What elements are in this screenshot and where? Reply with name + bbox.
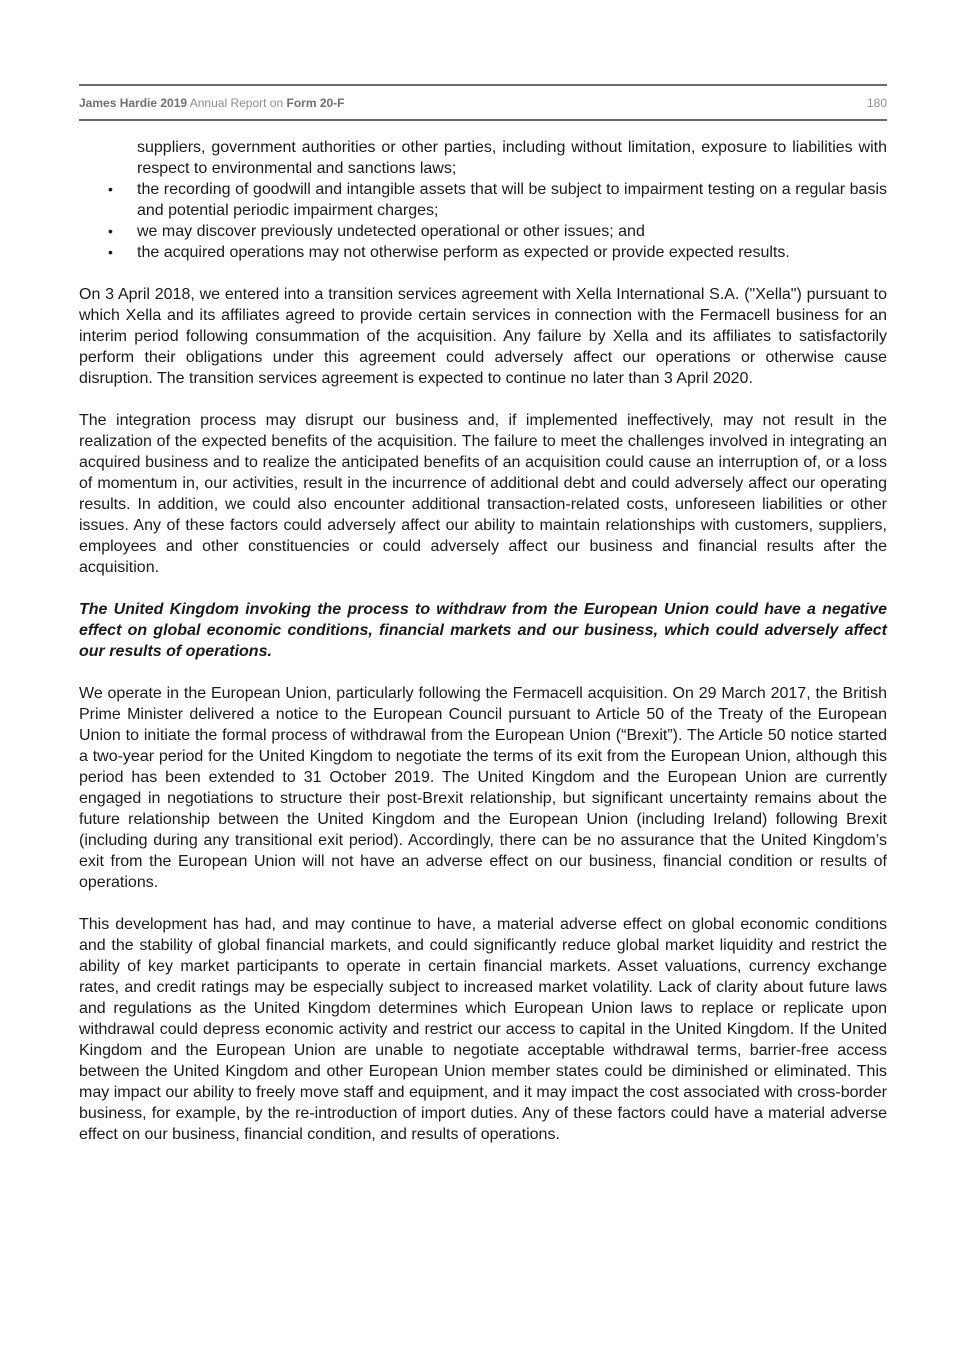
document-body <box>79 137 887 1145</box>
report-title-middle: Annual Report on <box>189 95 284 110</box>
risk-factor-list <box>79 137 887 263</box>
list-item-text: suppliers, government authorities or other parties, including without limitation, exposure to liabilities with respect to environmental and sanctions laws; <box>137 139 887 177</box>
list-item <box>79 179 887 221</box>
list-item <box>79 221 887 242</box>
report-title-company: James Hardie 2019 <box>79 95 188 110</box>
paragraph-integration-process: The integration process may disrupt our business and, if implemented ineffectively, may not result in the realization of the expected benefits of the acquisition. The failure to meet the challenges involved in integrating an acquired business and to realize the anticipated benefits of an acquisition could cause an interruption of, or a loss of momentum in, our activities, result in the incurrence of additional debt and could adversely affect our operating results. In addition, we could also encounter additional transaction-related costs, unforeseen liabilities or other issues. Any of these factors could adversely affect our ability to maintain relationships with customers, suppliers, employees and other constituencies or could adversely affect our business and financial results after the acquisition. <box>79 412 887 576</box>
report-title <box>79 96 345 110</box>
bullet-icon: • <box>108 181 113 197</box>
paragraph-brexit-impact: This development has had, and may continue to have, a material adverse effect on global economic conditions and the stability of global financial markets, and could significantly reduce global market liquidity and restrict the ability of key market participants to operate in certain financial markets. Asset valuations, currency exchange rates, and credit ratings may be especially subject to increased market volatility. Lack of clarity about future laws and regulations as the United Kingdom determines which European Union laws to replace or replicate upon withdrawal could depress economic activity and restrict our access to capital in the United Kingdom. If the United Kingdom and the European Union are unable to negotiate acceptable withdrawal terms, barrier-free access between the United Kingdom and other European Union member states could be diminished or eliminated. This may impact our ability to freely move staff and equipment, and it may impact the cost associated with cross-border business, for example, by the re-introduction of import duties. Any of these factors could have a material adverse effect on our business, financial condition, and results of operations. <box>79 916 887 1143</box>
page-header <box>79 84 887 121</box>
list-item-continuation <box>79 137 887 179</box>
section-heading-brexit-risk: The United Kingdom invoking the process to withdraw from the European Union could have a negative effect on global economic conditions, financial markets and our business, which could adversely affect our results of operations. <box>79 601 887 660</box>
bullet-icon: • <box>108 223 113 239</box>
report-title-form: Form 20-F <box>286 95 345 110</box>
list-item-text: we may discover previously undetected operational or other issues; and <box>137 223 645 240</box>
bullet-icon: • <box>108 244 113 260</box>
list-item-text: the recording of goodwill and intangible assets that will be subject to impairment testing on a regular basis and potential periodic impairment charges; <box>137 181 887 219</box>
page-number: 180 <box>866 95 887 110</box>
list-item-text: the acquired operations may not otherwise perform as expected or provide expected results. <box>137 244 790 261</box>
list-item <box>79 242 887 263</box>
header-row <box>79 86 887 119</box>
paragraph-eu-operations: We operate in the European Union, particularly following the Fermacell acquisition. On 29 March 2017, the British Prime Minister delivered a notice to the European Council pursuant to Article 50 of the Treaty of the European Union to initiate the formal process of withdrawal from the European Union (“Brexit”). The Article 50 notice started a two-year period for the United Kingdom to negotiate the terms of its exit from the European Union, although this period has been extended to 31 October 2019. The United Kingdom and the European Union are currently engaged in negotiations to structure their post-Brexit relationship, but significant uncertainty remains about the future relationship between the United Kingdom and the European Union (including Ireland) following Brexit (including during any transitional exit period). Accordingly, there can be no assurance that the United Kingdom’s exit from the European Union will not have an adverse effect on our business, financial condition or results of operations. <box>79 685 887 891</box>
paragraph-transition-services: On 3 April 2018, we entered into a transition services agreement with Xella International S.A. ("Xella") pursuant to which Xella and its affiliates agreed to provide certain services in connection with the Fermacell business for an interim period following consummation of the acquisition. Any failure by Xella and its affiliates to satisfactorily perform their obligations under this agreement could adversely affect our operations or otherwise cause disruption. The transition services agreement is expected to continue no later than 3 April 2020. <box>79 286 887 387</box>
